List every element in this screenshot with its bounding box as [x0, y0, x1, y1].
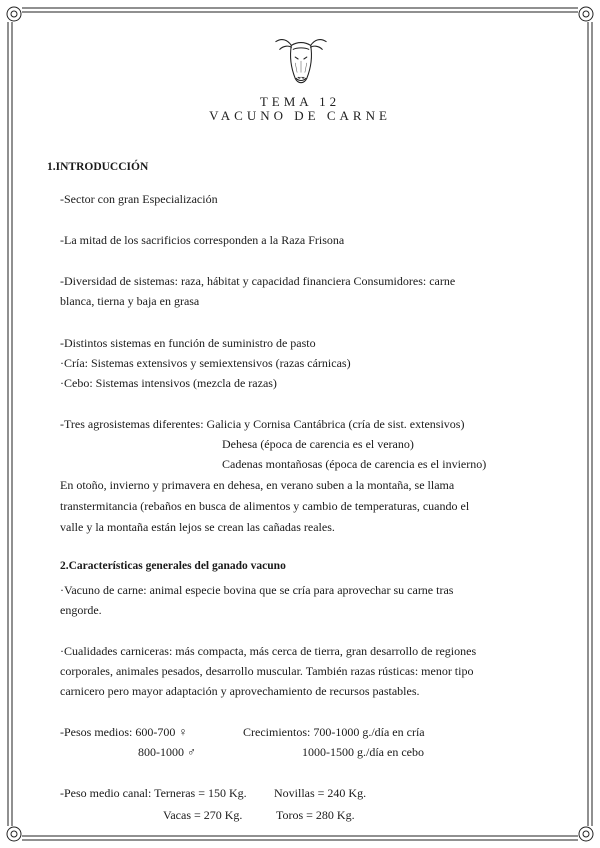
paragraph-line: ·Cualidades carniceras: más compacta, más cerca de tierra, gran desarrollo de regiones	[60, 644, 477, 658]
paragraph-line: En otoño, invierno y primavera en dehesa, en verano suben a la montaña, se llama	[60, 478, 455, 492]
paragraph-line: carnicero pero mayor adaptación y aprovechamiento de recursos pastables.	[60, 684, 420, 698]
paragraph-line: -Sector con gran Especialización	[60, 192, 218, 206]
paragraph-line: corporales, animales pesados, desarrollo muscular. También razas rústicas: menor tipo	[60, 664, 474, 678]
paragraph-line: ·Vacuno de carne: animal especie bovina que se cría para aprovechar su carne tras	[60, 583, 454, 597]
corner-ornament-bottom-left	[7, 827, 21, 841]
paragraph-line: blanca, tierna y baja en grasa	[60, 294, 200, 308]
carcass-weight-cows: Vacas = 270 Kg.	[163, 808, 243, 822]
weights-male: 800-1000 ♂	[138, 745, 196, 759]
paragraph-line: -Tres agrosistemas diferentes: Galicia y Cornisa Cantábrica (cría de sist. extensivos)	[60, 417, 465, 431]
paragraph-line: Dehesa (época de carencia es el verano)	[222, 437, 414, 451]
paragraph-line: ·Cebo: Sistemas intensivos (mezcla de razas)	[60, 376, 277, 390]
paragraph-line: valle y la montaña están lejos se crean las cañadas reales.	[60, 520, 335, 534]
carcass-weight-bulls: Toros = 280 Kg.	[276, 808, 355, 822]
paragraph-line: ·Cría: Sistemas extensivos y semiextensivos (razas cárnicas)	[60, 356, 351, 370]
paragraph-line: engorde.	[60, 603, 102, 617]
paragraph-line: transtermitancia (rebaños en busca de alimentos y cambio de temperaturas, cuando el	[60, 499, 470, 513]
growth-fattening: 1000-1500 g./día en cebo	[302, 745, 424, 759]
carcass-weight-heifers: Novillas = 240 Kg.	[274, 786, 367, 800]
section-heading-introduccion: 1.INTRODUCCIÓN	[47, 161, 149, 173]
paragraph-line: Cadenas montañosas (época de carencia es el invierno)	[222, 457, 487, 471]
growth-label: Crecimientos: 700-1000 g./día en cría	[243, 725, 425, 739]
carcass-weight-label: -Peso medio canal: Terneras = 150 Kg.	[60, 786, 247, 800]
paragraph-line: -Distintos sistemas en función de suministro de pasto	[60, 336, 316, 350]
paragraph-line: -La mitad de los sacrificios corresponden a la Raza Frisona	[60, 233, 345, 247]
corner-ornament-top-left	[7, 7, 21, 21]
weights-label: -Pesos medios: 600-700 ♀	[60, 725, 188, 739]
paragraph-line: -Diversidad de sistemas: raza, hábitat y capacidad financiera Consumidores: carne	[60, 274, 456, 288]
corner-ornament-top-right	[579, 7, 593, 21]
corner-ornament-bottom-right	[579, 827, 593, 841]
cow-head-icon	[272, 30, 330, 88]
section-heading-caracteristicas: 2.Características generales del ganado vacuno	[60, 560, 286, 572]
topic-number: TEMA 12	[259, 94, 341, 109]
page-title: VACUNO DE CARNE	[209, 108, 391, 123]
